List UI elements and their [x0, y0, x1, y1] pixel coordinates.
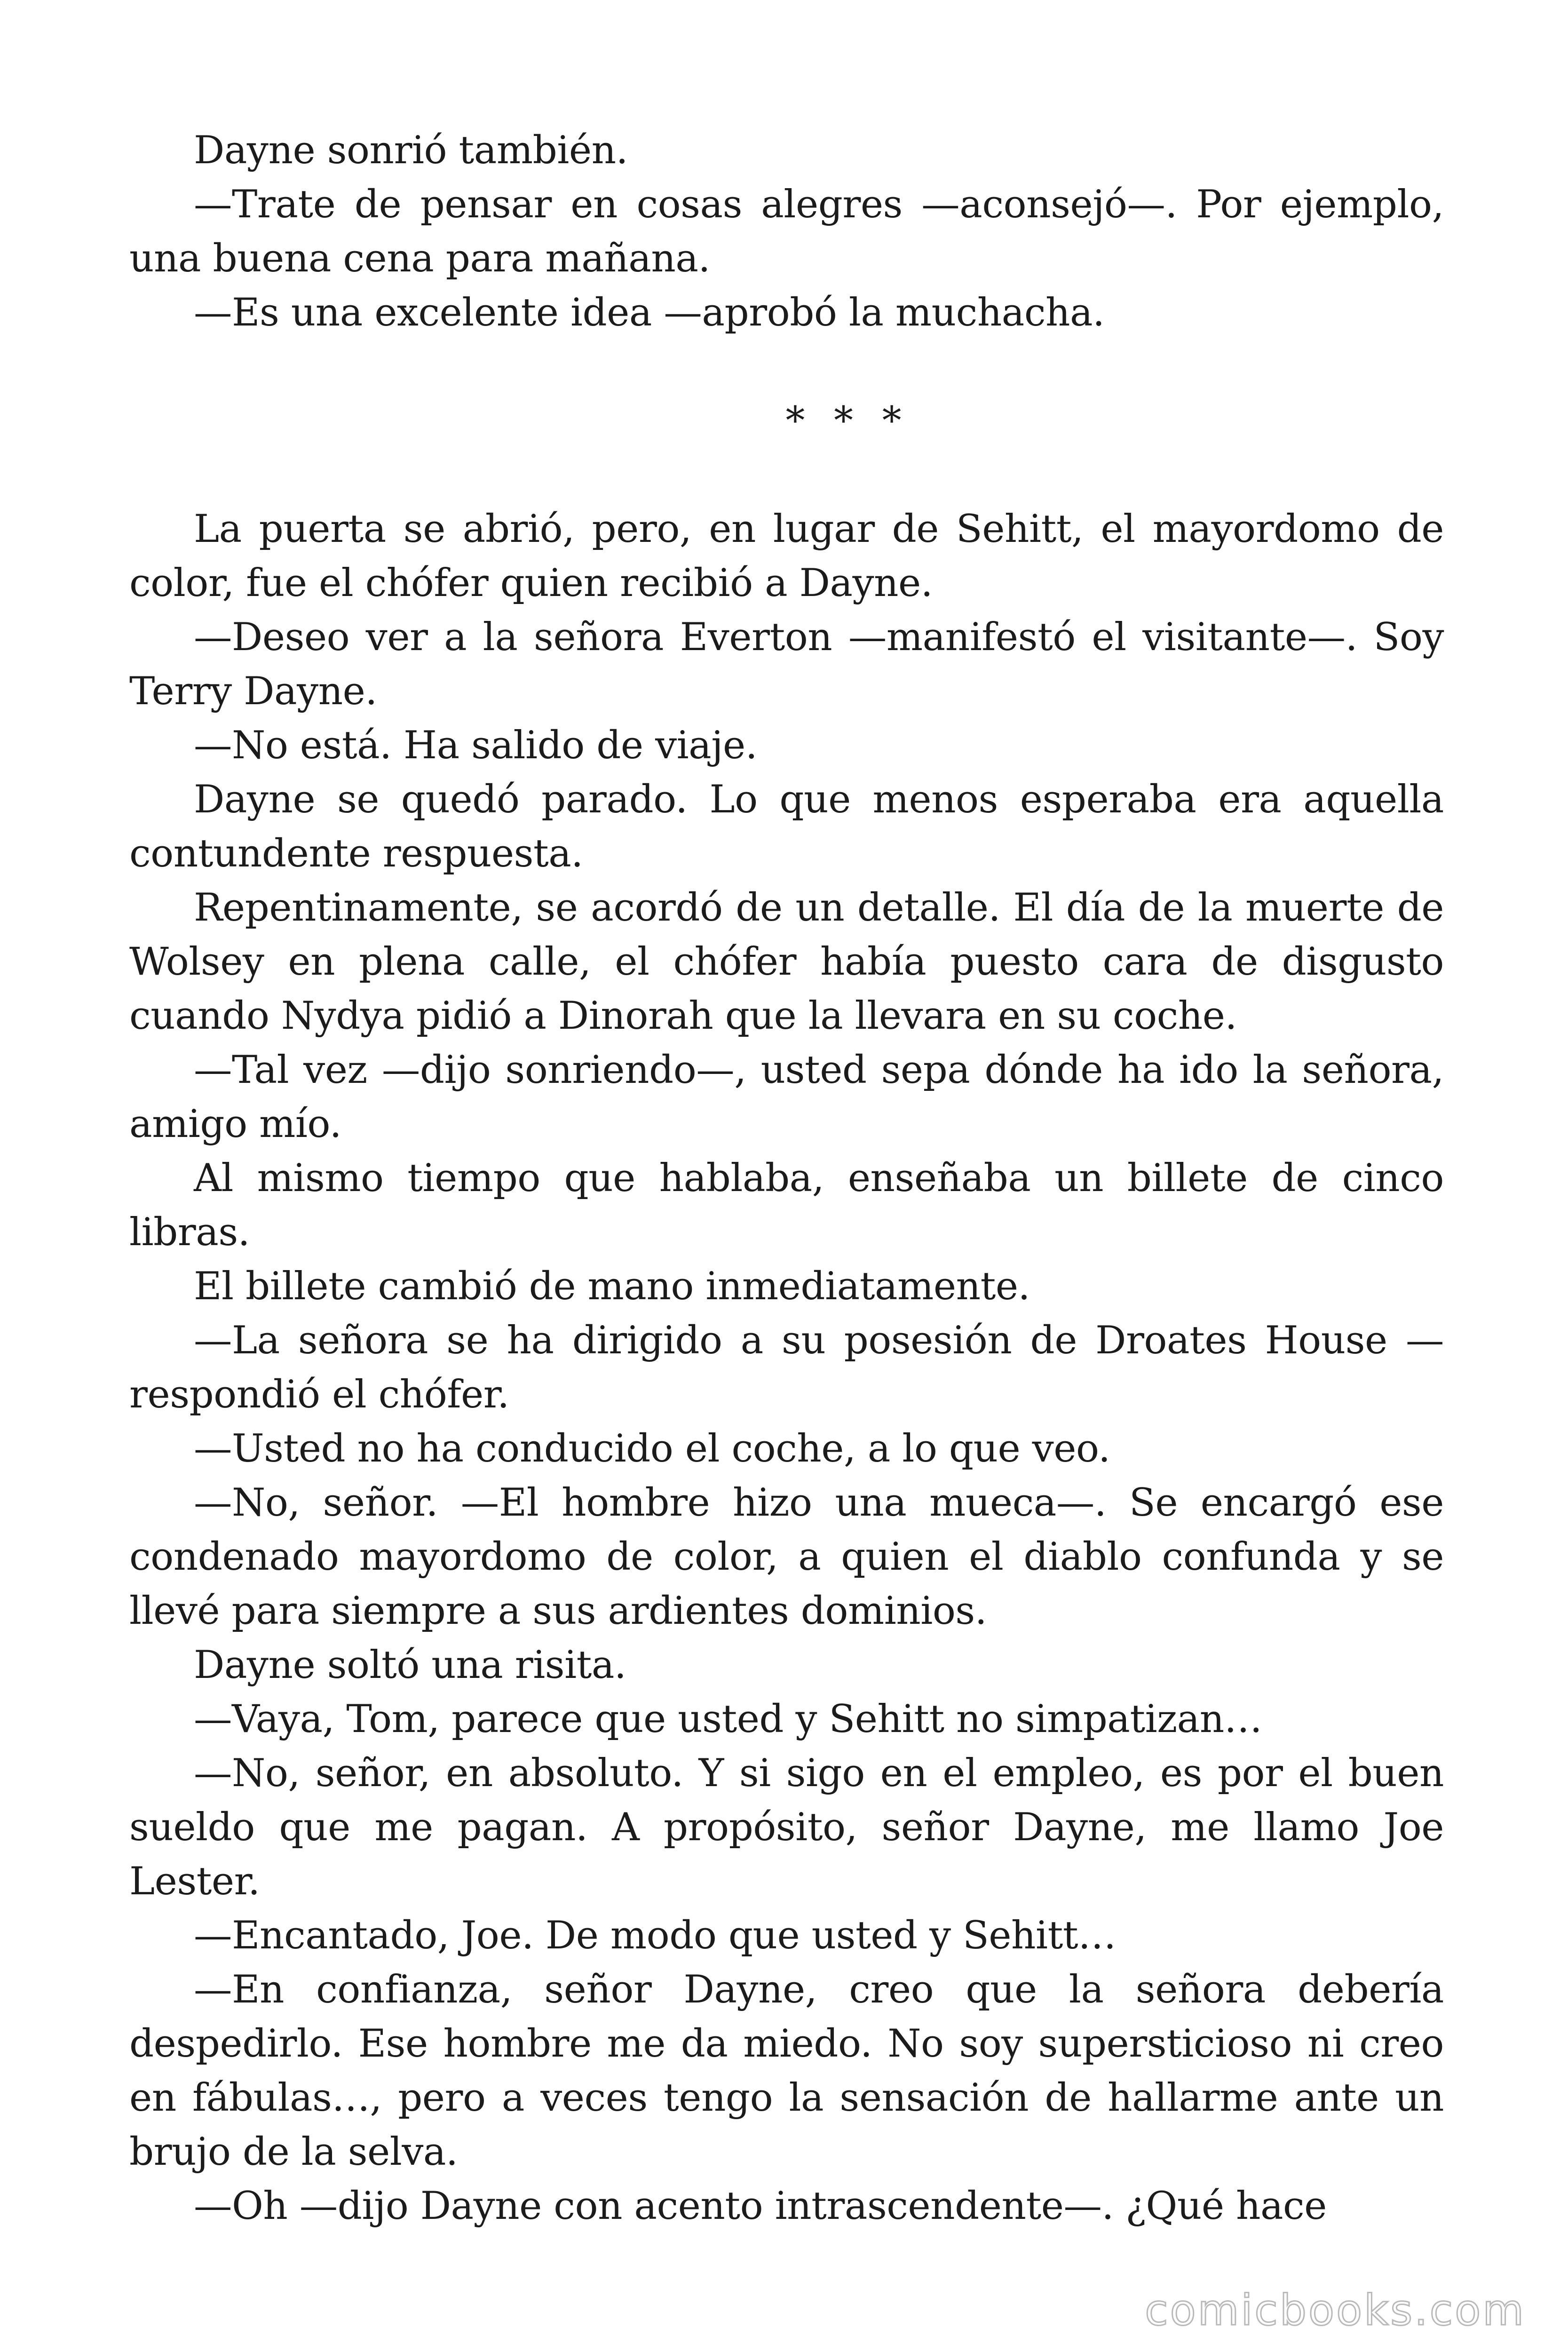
- paragraph: —En confianza, señor Dayne, creo que la señora debería despedirlo. Ese hombre me da miedo. No soy supersticioso ni creo en fábulas…, pero a veces tengo la sensación de hallarme ante un brujo de la selva.: [129, 1967, 1444, 2174]
- paragraph: La puerta se abrió, pero, en lugar de Sehitt, el mayordomo de color, fue el chófer quien recibió a Dayne.: [129, 507, 1444, 605]
- paragraph: —La señora se ha dirigido a su posesión de Droates House —respondió el chófer.: [129, 1318, 1444, 1417]
- paragraph: El billete cambió de mano inmediatamente.: [194, 1264, 1030, 1309]
- book-page: [129, 123, 1444, 2233]
- paragraph: —No, señor, en absoluto. Y si sigo en el empleo, es por el buen sueldo que me pagan. A propósito, señor Dayne, me llamo Joe Lester.: [129, 1751, 1444, 1904]
- paragraph: —No está. Ha salido de viaje.: [194, 723, 758, 768]
- paragraph: Repentinamente, se acordó de un detalle. El día de la muerte de Wolsey en plena calle, el chófer había puesto cara de disgusto cuando Nydya pidió a Dinorah que la llevara en su coche.: [129, 885, 1444, 1038]
- watermark-logo: comicbooks.com: [1145, 2286, 1526, 2335]
- paragraph: —Encantado, Joe. De modo que usted y Sehitt…: [194, 1913, 1117, 1958]
- paragraph: —Vaya, Tom, parece que usted y Sehitt no simpatizan…: [194, 1697, 1262, 1741]
- section-separator: * * *: [785, 398, 910, 443]
- paragraph: —Trate de pensar en cosas alegres —aconsejó—. Por ejemplo, una buena cena para mañana.: [129, 182, 1444, 281]
- paragraph: Al mismo tiempo que hablaba, enseñaba un billete de cinco libras.: [129, 1156, 1444, 1255]
- paragraph: Dayne sonrió también.: [194, 128, 628, 173]
- paragraph: —Tal vez —dijo sonriendo—, usted sepa dónde ha ido la señora, amigo mío.: [129, 1048, 1444, 1146]
- paragraph: —Es una excelente idea —aprobó la muchacha.: [194, 290, 1105, 335]
- paragraph: —No, señor. —El hombre hizo una mueca—. Se encargó ese condenado mayordomo de color, a quien el diablo confunda y se llevé para siempre a sus ardientes dominios.: [129, 1480, 1444, 1633]
- paragraph: —Usted no ha conducido el coche, a lo que veo.: [194, 1426, 1110, 1471]
- text-block-bottom: [129, 502, 1444, 2233]
- paragraph: Dayne se quedó parado. Lo que menos esperaba era aquella contundente respuesta.: [129, 777, 1444, 876]
- paragraph: Dayne soltó una risita.: [194, 1643, 626, 1687]
- text-block-top: [129, 123, 1444, 340]
- paragraph: —Oh —dijo Dayne con acento intrascendente—. ¿Qué hace: [194, 2184, 1327, 2228]
- paragraph: —Deseo ver a la señora Everton —manifestó el visitante—. Soy Terry Dayne.: [129, 615, 1444, 714]
